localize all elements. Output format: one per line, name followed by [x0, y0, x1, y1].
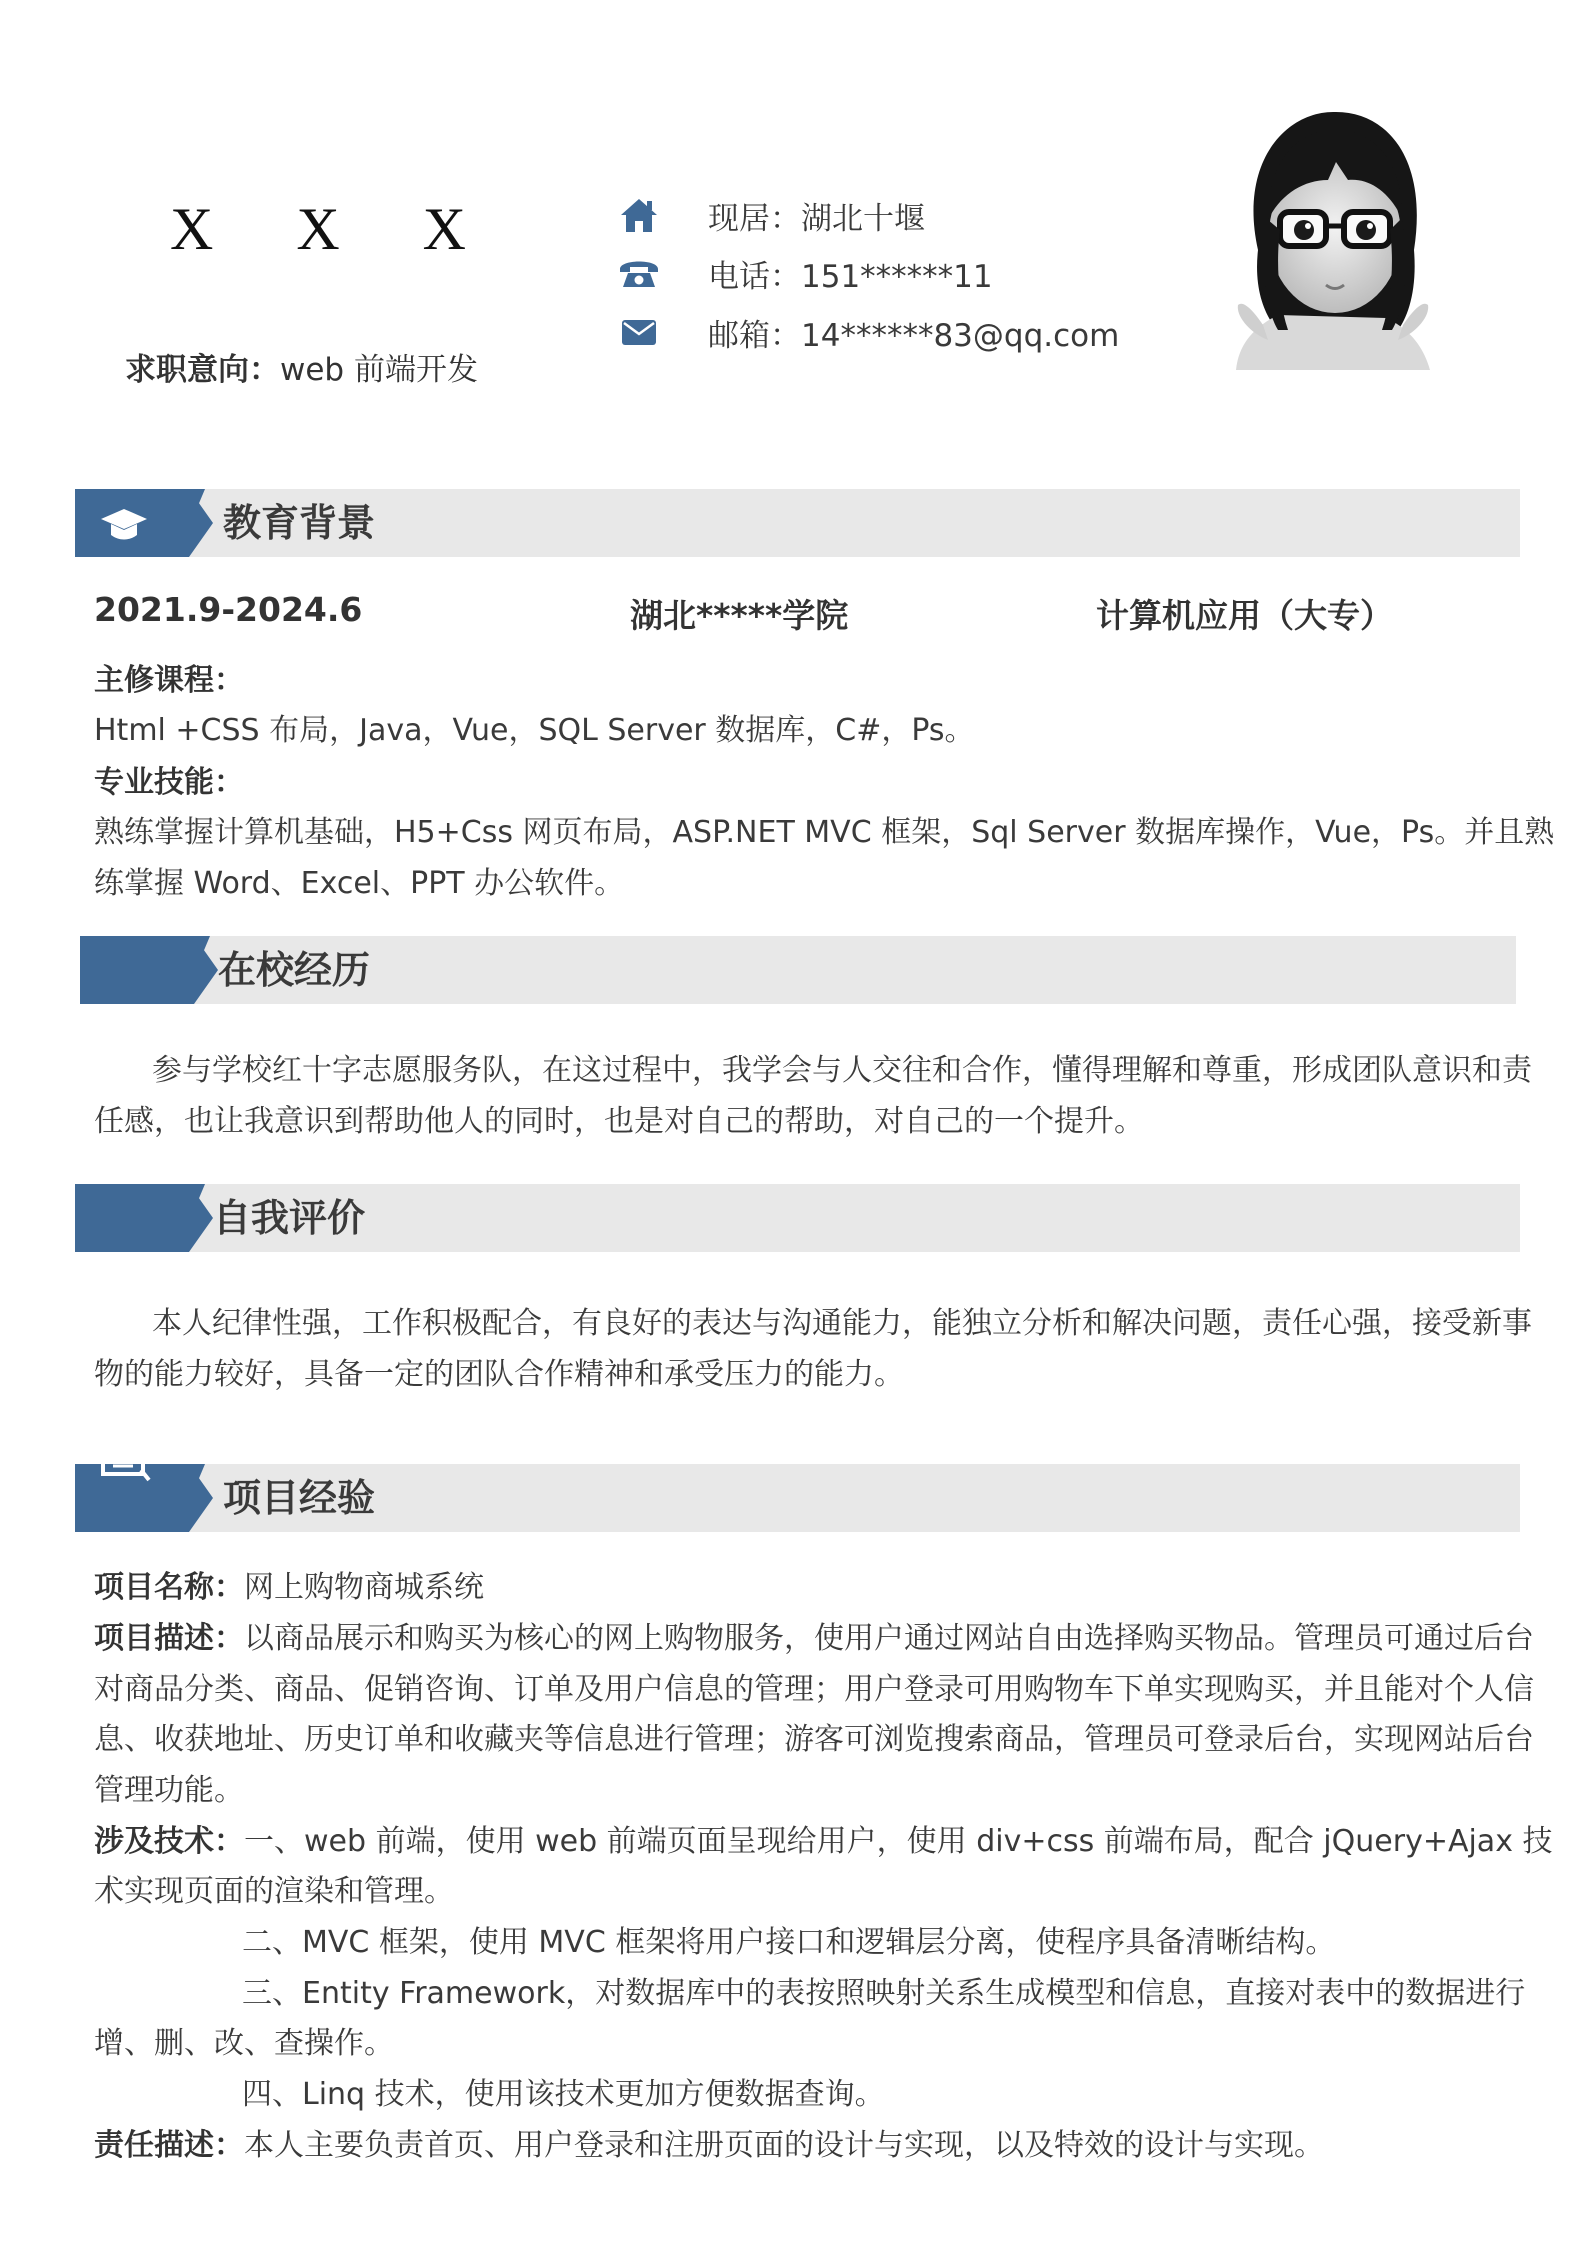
self-eval-text-line1: 本人纪律性强，工作积极配合，有良好的表达与沟通能力，能独立分析和解决问题，责任心强，接受新事 — [152, 1306, 1532, 1341]
edu-major: 计算机应用（大专） — [1096, 596, 1393, 635]
project-desc-text1: 以商品展示和购买为核心的网上购物服务，使用户通过网站自由选择购买物品。管理员可通过后台 — [244, 1621, 1534, 1656]
campus-text-line1: 参与学校红十字志愿服务队，在这过程中，我学会与人交往和合作，懂得理解和尊重，形成团队意识和责 — [152, 1053, 1532, 1088]
section-campus-header — [80, 936, 1516, 1004]
section-campus-title: 在校经历 — [218, 948, 371, 992]
edu-period: 2021.9-2024.6 — [94, 590, 363, 629]
project-desc-line2: 对商品分类、商品、促销咨询、订单及用户信息的管理；用户登录可用购物车下单实现购买，并且能对个人信 — [94, 1672, 1534, 1707]
courses-label: 主修课程： — [94, 663, 244, 698]
project-desc-label: 项目描述： — [94, 1621, 244, 1656]
contact-phone-text: 电话：151******11 — [708, 258, 993, 295]
section-education-title: 教育背景 — [223, 501, 376, 545]
contact-location — [618, 190, 925, 240]
project-name-value: 网上购物商城系统 — [244, 1570, 484, 1605]
project-resp-label: 责任描述： — [94, 2128, 244, 2163]
section-self-eval-header — [75, 1184, 1520, 1252]
candidate-name: X X X — [170, 196, 500, 262]
section-project-title: 项目经验 — [223, 1476, 376, 1520]
skills-text-line1: 熟练掌握计算机基础，H5+Css 网页布局，ASP.NET MVC 框架，Sql Server 数据库操作，Vue，Ps。并且熟 — [94, 815, 1555, 850]
self-eval-text-line2: 物的能力较好，具备一定的团队合作精神和承受压力的能力。 — [94, 1357, 904, 1392]
contact-email — [618, 307, 1119, 357]
project-desc-line1 — [94, 1613, 1534, 1657]
campus-text-line2: 任感，也让我意识到帮助他人的同时，也是对自己的帮助，对自己的一个提升。 — [94, 1104, 1144, 1139]
phone-icon — [618, 252, 660, 294]
project-tech-line2: 术实现页面的渲染和管理。 — [94, 1874, 454, 1909]
job-intent-value: web 前端开发 — [280, 352, 478, 388]
contact-phone — [618, 248, 993, 298]
project-name — [94, 1562, 484, 1606]
project-tech-line6: 四、Linq 技术，使用该技术更加方便数据查询。 — [242, 2077, 885, 2112]
skills-label: 专业技能： — [94, 765, 244, 800]
contact-location-text: 现居：湖北十堰 — [708, 200, 925, 237]
graduation-cap-icon — [99, 503, 149, 543]
job-intent — [125, 344, 478, 389]
project-tech-line5: 增、删、改、查操作。 — [94, 2026, 394, 2061]
section-self-eval-title: 自我评价 — [213, 1196, 366, 1240]
contact-email-text: 邮箱：14******83@qq.com — [708, 317, 1120, 354]
skills-text-line2: 练掌握 Word、Excel、PPT 办公软件。 — [94, 866, 625, 901]
project-desc-line3: 息、收获地址、历史订单和收藏夹等信息进行管理；游客可浏览搜索商品，管理员可登录后台，实现网站后台 — [94, 1722, 1534, 1757]
project-desc-line4: 管理功能。 — [94, 1773, 244, 1808]
avatar — [1218, 100, 1448, 370]
document-icon — [99, 1458, 151, 1482]
project-resp — [94, 2120, 1324, 2164]
section-project-header — [75, 1464, 1520, 1532]
courses-text: Html +CSS 布局，Java，Vue，SQL Server 数据库，C#，Ps。 — [94, 713, 975, 748]
project-tech-text1: 一、web 前端，使用 web 前端页面呈现给用户，使用 div+css 前端布局，配合 jQuery+Ajax 技 — [244, 1824, 1553, 1859]
project-tech-line3: 二、MVC 框架，使用 MVC 框架将用户接口和逻辑层分离，使程序具备清晰结构。 — [242, 1925, 1336, 1960]
project-tech-line4: 三、Entity Framework，对数据库中的表按照映射关系生成模型和信息，直接对表中的数据进行 — [242, 1976, 1526, 2011]
section-education-header — [75, 489, 1520, 557]
project-tech-label: 涉及技术： — [94, 1824, 244, 1859]
home-icon — [618, 194, 660, 236]
mail-icon — [618, 311, 660, 353]
job-intent-label: 求职意向： — [125, 352, 280, 388]
project-resp-value: 本人主要负责首页、用户登录和注册页面的设计与实现，以及特效的设计与实现。 — [244, 2128, 1324, 2163]
project-tech-line1 — [94, 1816, 1553, 1860]
project-name-label: 项目名称： — [94, 1570, 244, 1605]
edu-school: 湖北*****学院 — [630, 596, 849, 635]
